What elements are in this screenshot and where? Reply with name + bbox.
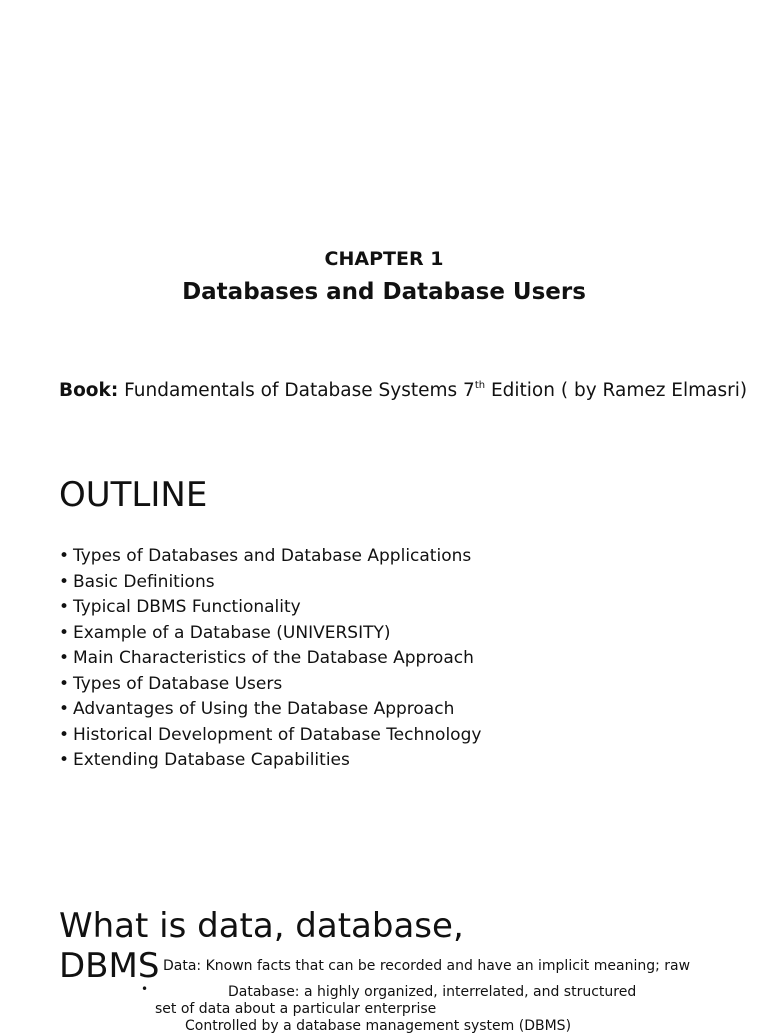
book-reference [59,378,747,404]
outline-item-text: Types of Databases and Database Applications [73,546,472,566]
outline-item [59,544,481,570]
bullet-icon: • [59,724,70,745]
bullet-icon: • [59,546,70,566]
outline-item [59,570,481,596]
book-prefix: Book: [59,380,119,401]
definition-database-line2: set of data about a particular enterprise [155,1001,437,1017]
outline-heading: OUTLINE [59,475,208,515]
outline-item-text: Typical DBMS Functionality [73,597,301,617]
outline-item [59,672,481,698]
definition-data: Data: Known facts that can be recorded and have an implicit meaning; raw [163,958,691,974]
outline-item [59,748,481,774]
bullet-icon: • [59,648,70,668]
outline-item-text: Advantages of Using the Database Approach [73,699,455,719]
outline-item-text: Historical Development of Database Technology [73,724,482,745]
chapter-label: CHAPTER 1 [324,248,444,270]
book-edition-author: Edition ( by Ramez Elmasri) [490,380,748,401]
outline-item-text: Types of Database Users [73,673,283,694]
definition-dbms-partial: Controlled by a database management system (DBMS) [185,1018,572,1034]
book-edition-superscript: th [474,380,486,391]
outline-item-text: Main Characteristics of the Database Approach [73,648,474,668]
outline-item [59,646,481,672]
chapter-title: Databases and Database Users [182,279,586,305]
outline-item [59,697,481,723]
bullet-icon: • [59,750,70,770]
outline-item [59,621,481,647]
outline-item-text: Extending Database Capabilities [73,750,350,770]
bullet-icon: • [59,622,70,643]
definition-database-line1: Database: a highly organized, interrelated, and structured [228,984,637,1000]
bullet-icon: • [141,982,149,996]
bullet-icon: • [59,571,70,592]
outline-item-text: Basic Definitions [73,571,215,592]
outline-item [59,595,481,621]
outline-item [59,723,481,749]
outline-list [59,544,481,774]
section-heading: What is data, database, DBMS [59,906,464,986]
bullet-icon: • [59,597,70,617]
book-title: Fundamentals of Database Systems 7 [124,380,475,401]
bullet-icon: • [59,699,70,719]
bullet-icon: • [59,673,70,694]
outline-item-text: Example of a Database (UNIVERSITY) [73,622,391,643]
